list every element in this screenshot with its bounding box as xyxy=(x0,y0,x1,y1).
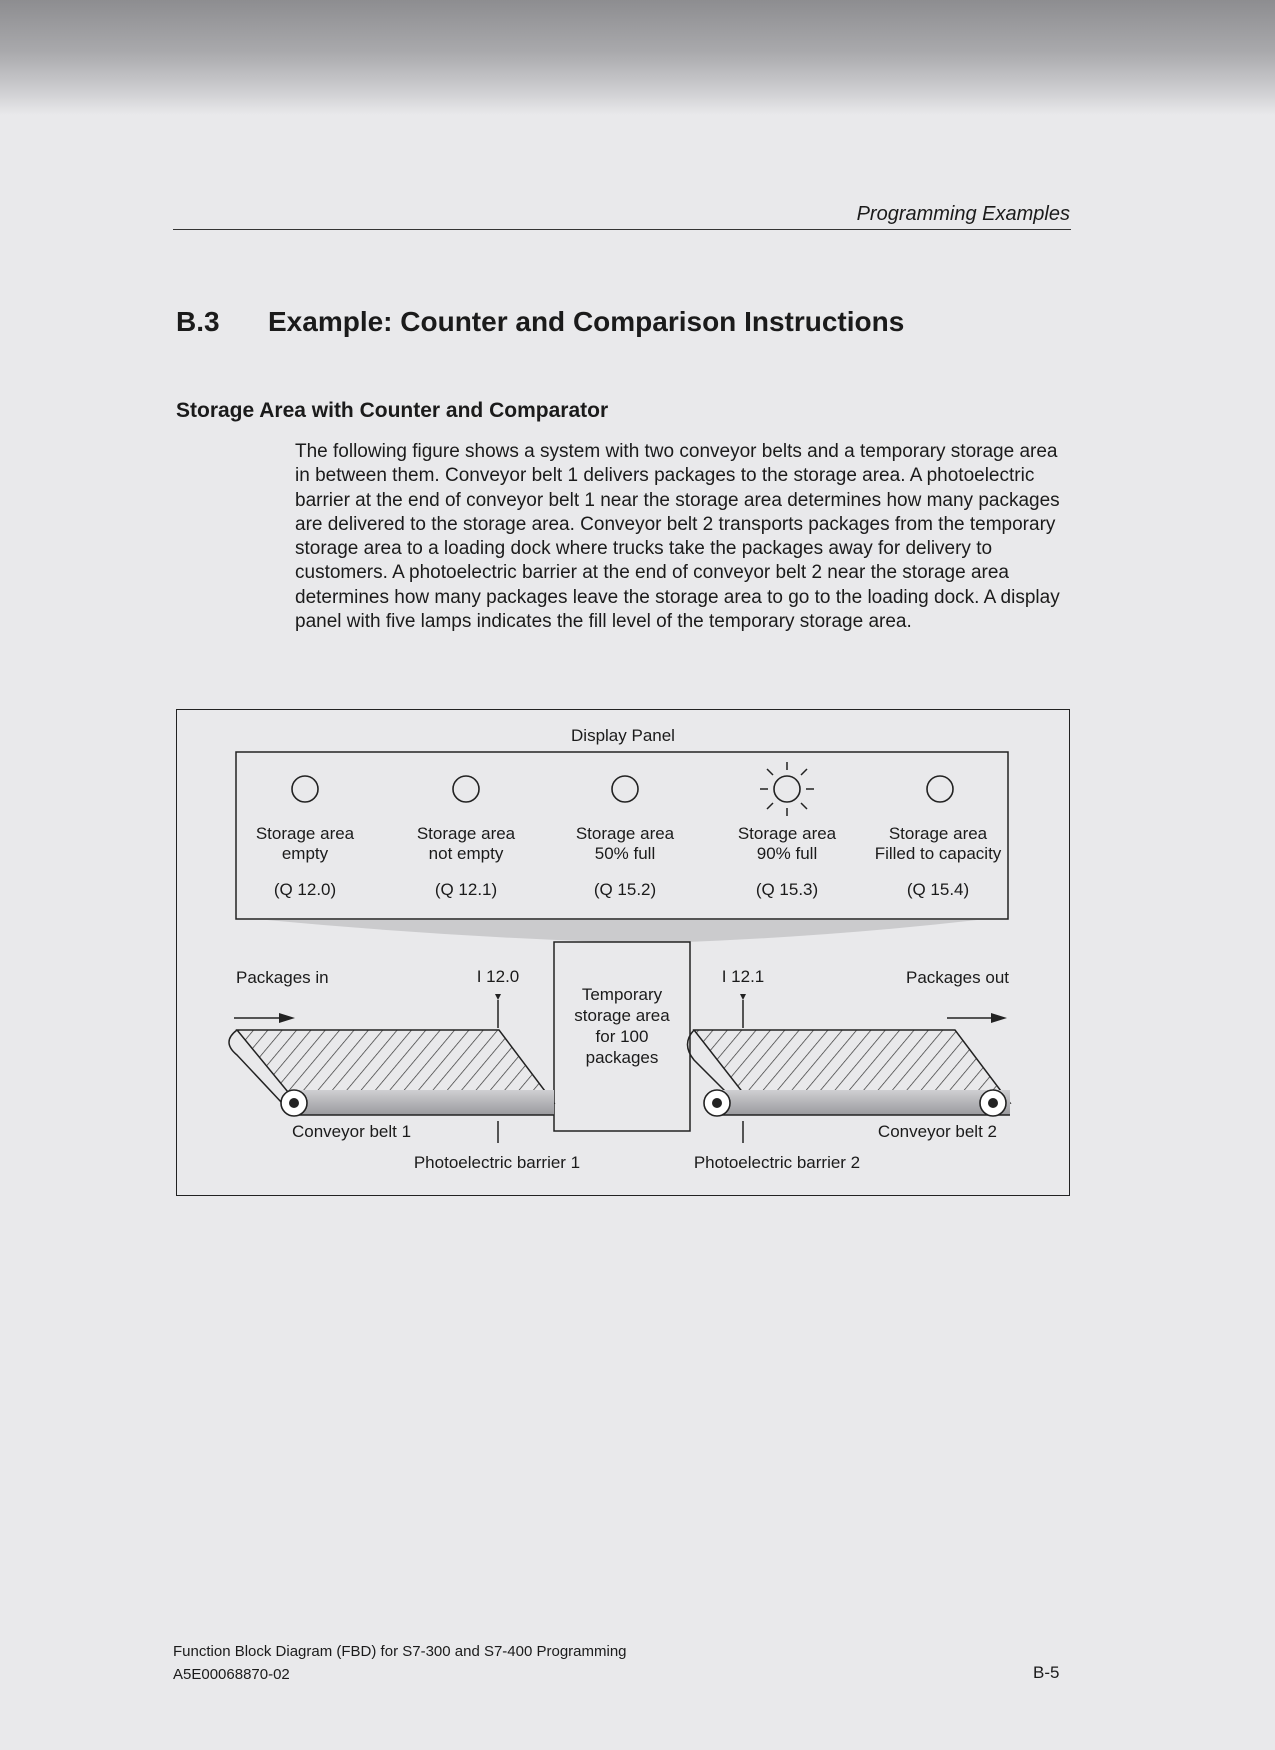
footer xyxy=(173,1640,627,1686)
packages-in-label: Packages in xyxy=(236,968,329,987)
conveyor-belt-1-label: Conveyor belt 1 xyxy=(292,1122,412,1141)
input-2-label: I 12.1 xyxy=(721,967,765,986)
conveyor-figure xyxy=(176,709,1070,1196)
footer-doc-number: A5E00068870-02 xyxy=(173,1666,290,1683)
section-title: Example: Counter and Comparison Instructions xyxy=(268,306,905,337)
lamp-50-full xyxy=(612,776,638,802)
lamp-label-filled-to-capacity: Storage area Filled to capacity (Q 15.4) xyxy=(874,824,1002,899)
packages-in-arrow xyxy=(234,1013,295,1023)
barrier-2-label: Photoelectric barrier 2 xyxy=(693,1153,861,1172)
running-header: Programming Examples xyxy=(856,203,1070,225)
panel-shadow xyxy=(267,920,977,942)
conveyor-belt-2-label: Conveyor belt 2 xyxy=(877,1122,997,1141)
footer-title: Function Block Diagram (FBD) for S7-300 and S7-400 Programming xyxy=(173,1643,627,1660)
conveyor-belt-2 xyxy=(688,1030,1011,1116)
storage-label: Temporary storage area for 100 packages xyxy=(574,985,670,1067)
input-1-label: I 12.0 xyxy=(476,967,520,986)
lamp-label-empty: Storage area empty (Q 12.0) xyxy=(255,824,355,899)
lamp-filled-to-capacity xyxy=(927,776,953,802)
lamp-label-not-empty: Storage area not empty (Q 12.1) xyxy=(416,824,516,899)
intro-paragraph: The following figure shows a system with two conveyor belts and a temporary storage area in between them. Conveyor belt 1 delivers packages to the storage area. A photoelectric barrier at the end of conveyor belt 1 near the storage area determines how many packages are delivered to the storage area. Conveyor belt 2 transports packages from the temporary storage area to a loading dock where trucks take the packages away for delivery to customers. A photoelectric barrier at the end of conveyor belt 2 near the storage area determines how many packages leave the storage area to go to the loading dock. A display panel with five lamps indicates the fill level of the temporary storage area. xyxy=(295,441,1060,633)
lamp-not-empty xyxy=(453,776,479,802)
lamp-90-full-lit xyxy=(760,762,814,816)
subheading: Storage Area with Counter and Comparator xyxy=(176,399,609,422)
packages-out-label: Packages out xyxy=(905,968,1009,987)
page-number: B-5 xyxy=(1033,1663,1060,1682)
scan-shadow xyxy=(0,0,1275,115)
lamp-label-50-full: Storage area 50% full (Q 15.2) xyxy=(575,824,675,899)
header-rule xyxy=(173,229,1071,230)
packages-out-arrow xyxy=(947,1013,1007,1023)
lamp-empty xyxy=(292,776,318,802)
display-panel-label: Display Panel xyxy=(571,726,675,745)
section-number: B.3 xyxy=(176,306,220,337)
conveyor-belt-1 xyxy=(229,1030,554,1116)
lamp-label-90-full: Storage area 90% full (Q 15.3) xyxy=(737,824,837,899)
barrier-1-label: Photoelectric barrier 1 xyxy=(413,1153,581,1172)
